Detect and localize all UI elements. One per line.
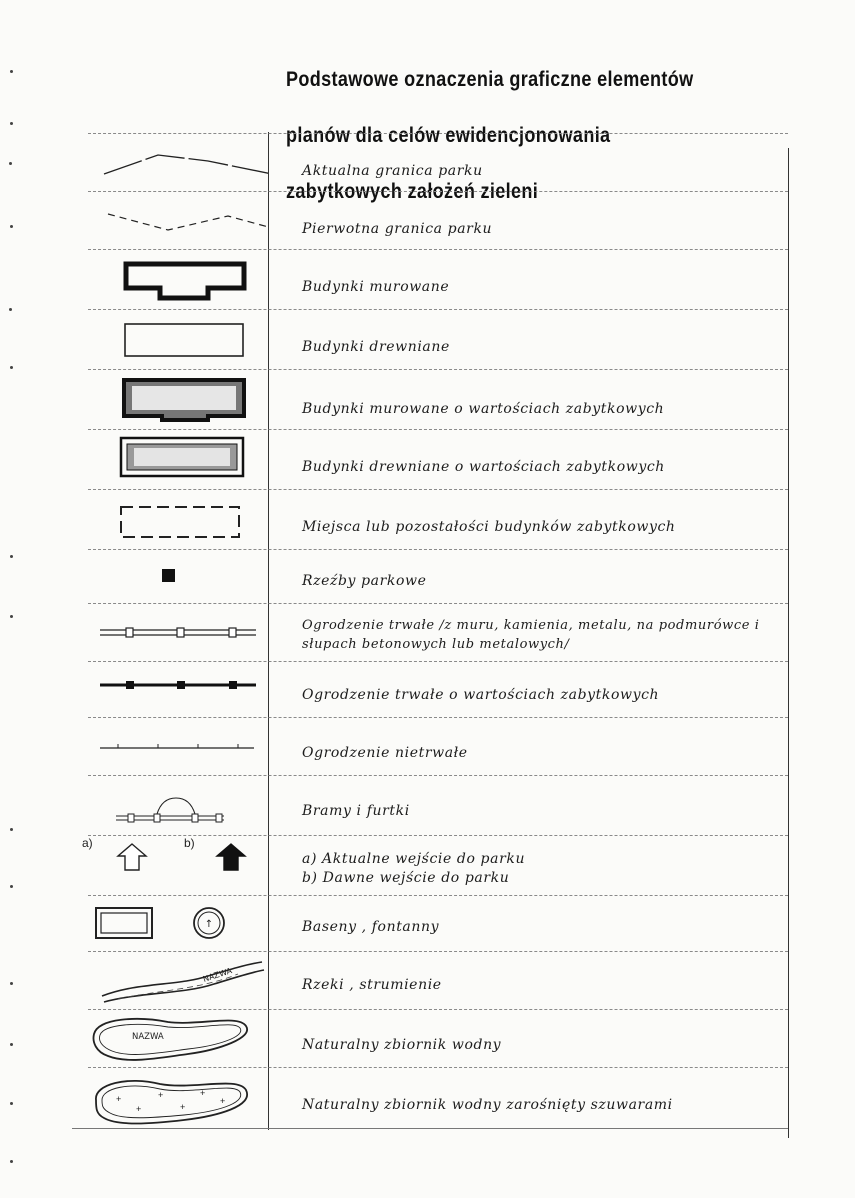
legend-row-building-remains bbox=[88, 489, 788, 550]
legend-row-permanent-fence bbox=[88, 603, 788, 662]
natural-pond-symbol bbox=[88, 1010, 268, 1068]
title-line-1: Podstawowe oznaczenia graficzne elementów bbox=[286, 68, 694, 91]
entrance-arrows-symbol bbox=[88, 836, 268, 896]
legend-row-original-boundary bbox=[88, 191, 788, 250]
legend-row-sculpture bbox=[88, 549, 788, 604]
historic-masonry-building-symbol bbox=[88, 370, 268, 430]
title-line-3: zabytkowych założeń zieleni bbox=[286, 180, 539, 203]
temporary-fence-symbol bbox=[88, 718, 268, 776]
marker-b: b) bbox=[184, 836, 195, 850]
legend-label: Budynki drewniane o wartościach zabytkowych bbox=[302, 459, 665, 475]
svg-text:+: + bbox=[136, 1104, 142, 1114]
legend-label: Naturalny zbiornik wodny bbox=[302, 1037, 502, 1053]
scan-speck bbox=[10, 982, 13, 985]
legend-row-pools-fountains bbox=[88, 895, 788, 952]
legend-row-rivers bbox=[88, 951, 788, 1010]
legend-row-masonry-building bbox=[88, 249, 788, 310]
legend-label: Miejsca lub pozostałości budynków zabytkowych bbox=[302, 519, 676, 535]
title-line-2: planów dla celów ewidencjonowania bbox=[286, 124, 611, 147]
legend-label: Ogrodzenie nietrwałe bbox=[302, 745, 468, 761]
marker-a: a) bbox=[82, 836, 93, 850]
wooden-building-symbol bbox=[88, 310, 268, 370]
legend-row-natural-pond bbox=[88, 1009, 788, 1068]
scan-speck bbox=[9, 162, 12, 165]
building-remains-symbol bbox=[88, 490, 268, 550]
river-symbol bbox=[88, 952, 268, 1010]
scan-speck bbox=[10, 225, 13, 228]
permanent-fence-symbol bbox=[88, 604, 268, 662]
scan-speck bbox=[10, 615, 13, 618]
legend-row-actual-boundary bbox=[88, 133, 788, 192]
river-name-label: NAZWA bbox=[201, 966, 234, 984]
sculpture-symbol bbox=[88, 550, 268, 604]
svg-text:+: + bbox=[200, 1088, 206, 1098]
legend-label: Ogrodzenie trwałe o wartościach zabytkowych bbox=[302, 687, 660, 703]
scan-speck bbox=[10, 1160, 13, 1163]
legend-label: Rzeźby parkowe bbox=[302, 573, 427, 589]
gate-symbol bbox=[88, 776, 268, 836]
scan-speck bbox=[10, 122, 13, 125]
legend-label: Aktualna granica parku bbox=[302, 163, 483, 179]
original-boundary-symbol bbox=[88, 192, 268, 250]
scan-speck bbox=[10, 366, 13, 369]
svg-text:+: + bbox=[180, 1102, 186, 1112]
overgrown-pond-symbol bbox=[88, 1068, 268, 1129]
scan-speck bbox=[9, 308, 12, 311]
legend-row-historic-wooden-building bbox=[88, 429, 788, 490]
legend-label: Budynki murowane bbox=[302, 279, 450, 295]
historic-fence-symbol bbox=[88, 662, 268, 718]
legend-label: Rzeki , strumienie bbox=[302, 977, 442, 993]
legend-label: a) Aktualne wejście do parku b) Dawne wejście do parku bbox=[302, 851, 526, 886]
legend-label: Bramy i furtki bbox=[302, 803, 410, 819]
svg-text:+: + bbox=[220, 1096, 226, 1106]
scan-speck bbox=[10, 1102, 13, 1105]
pool-fountain-symbol bbox=[88, 896, 268, 952]
legend-label: Naturalny zbiornik wodny zarośnięty szuwarami bbox=[302, 1097, 673, 1113]
legend-label: Baseny , fontanny bbox=[302, 919, 440, 935]
scan-speck bbox=[10, 828, 13, 831]
svg-text:+: + bbox=[116, 1094, 122, 1104]
scan-speck bbox=[10, 885, 13, 888]
legend-row-historic-masonry-building bbox=[88, 369, 788, 430]
legend-row-temporary-fence bbox=[88, 717, 788, 776]
legend-row-gate bbox=[88, 775, 788, 836]
svg-text:↑: ↑ bbox=[204, 919, 214, 930]
actual-boundary-symbol bbox=[88, 134, 268, 192]
legend-label: Ogrodzenie trwałe /z muru, kamienia, metalu, na podmurówce i słupach betonowych lub metalowych/ bbox=[302, 618, 760, 652]
legend-label: Pierwotna granica parku bbox=[302, 221, 493, 237]
scan-speck bbox=[10, 70, 13, 73]
legend-row-overgrown-pond bbox=[88, 1067, 788, 1129]
masonry-building-symbol bbox=[88, 250, 268, 310]
legend-label: Budynki murowane o wartościach zabytkowych bbox=[302, 401, 665, 417]
svg-text:+: + bbox=[158, 1090, 164, 1100]
legend-row-historic-fence bbox=[88, 661, 788, 718]
scan-speck bbox=[10, 1043, 13, 1046]
right-border bbox=[788, 148, 789, 1138]
legend-label: Budynki drewniane bbox=[302, 339, 450, 355]
legend-row-entrances bbox=[82, 835, 788, 896]
scan-speck bbox=[10, 555, 13, 558]
legend-row-wooden-building bbox=[88, 309, 788, 370]
pond-name-label: NAZWA bbox=[132, 1032, 164, 1042]
historic-wooden-building-symbol bbox=[88, 430, 268, 490]
